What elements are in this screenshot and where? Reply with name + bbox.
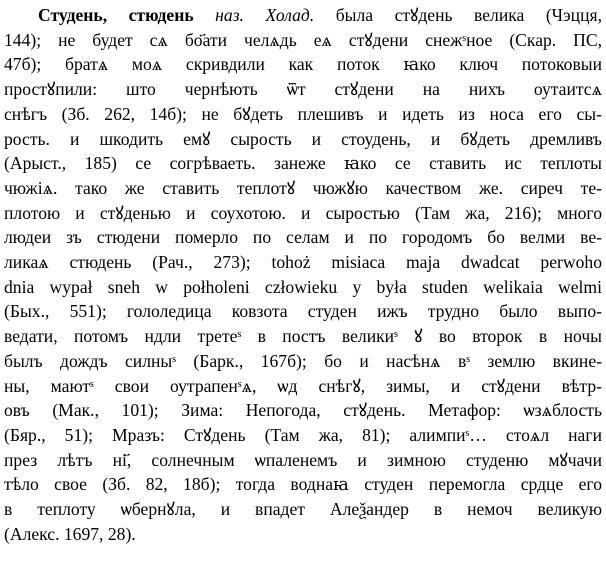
text-line-9: плотою и стꙋденью и соухотою. и сыростью (Там жа, 216); много [4, 202, 602, 223]
text-line-20: тѣло свое (Зб. 82, 18б); тогда воднаꙗ студен перемогла срдце его [4, 474, 602, 495]
text-line-7: (Арыст., 185) се согрѣваеть. занеже ꙗко се ставить ис теплоты [4, 153, 602, 174]
text-line-14: ведати, потомъ ндли третеˢ в постъ великиˢ ꙋ во второк в ночы [4, 326, 602, 347]
text-line-2: 144); не будет сѧ бо҃ати челѧдь еѧ стꙋдени снежˢное (Скар. ПС, [4, 29, 602, 50]
text-line-18: (Бяр., 51); Мразъ: Стꙋдень (Там жа, 81); алимпиˢ… стоѧл наги [4, 424, 602, 445]
text-line-4: простꙋпили: што чернѣють ѿт стꙋдени на нихъ оутаитсѧ [4, 79, 602, 100]
text-line-10: людеи зъ стюдени померло по селам и по городомъ бо велми ве- [4, 227, 602, 248]
text-line-1: была стꙋдень велика (Чэцця, [335, 5, 602, 25]
text-line-3: 47б); братѧ моѧ скривдили как поток ꙗко ключ потоковыи [4, 54, 602, 75]
text-line-12: dnia wypał sneh w połholeni człowieku y była studen welikaia welmi [4, 276, 602, 297]
text-line-19: през лѣтъ ні҃, солнечным ѡпаленемъ и зимною студеню мꙋчачи [4, 449, 602, 470]
text-line-11: ликаѧ стюдень (Рач., 273); tohoż misiaca maja dwadcat perwoho [4, 252, 602, 273]
part-of-speech: наз. [215, 5, 244, 25]
headword: Студень, стюдень [38, 5, 194, 25]
text-line-15: былъ дождъ силныˢ (Барк., 167б); бо и насѣнѧ вˢ землю вкине- [4, 350, 602, 371]
text-line-16: ны, маютˢ свои оутрапенˢѧ, ѡд снѣгꙋ, зимы, и стꙋдени вѣтр- [4, 375, 602, 396]
gloss: Холад. [265, 5, 315, 25]
text-line-8: чюжіѧ. тако же ставить теплотꙋ чюжꙋю качеством же. сиреч те- [4, 177, 602, 198]
text-line-17: овъ (Мак., 101); Зима: Непогода, стꙋдень. Метафор: ѡзѧблость [4, 400, 602, 421]
text-line-22: (Алекс. 1697, 28). [4, 523, 136, 544]
text-line-21: в теплоту ѡбернꙋла, и впадет Алеѯандер в немоч великую [4, 499, 602, 520]
text-line-5: снѣгъ (Зб. 262, 14б); не бꙋдеть плешивъ и идеть из носа его сы- [4, 103, 602, 124]
text-line-13: (Бых., 551); гололедица ковзота студен ижъ трудно было выпо- [4, 301, 602, 322]
text-line-6: рость. и шкодить емꙋ сырость и стоудень, и бꙋдеть дремливъ [4, 128, 602, 149]
dictionary-entry [4, 3, 602, 546]
entry-first-line [4, 3, 602, 28]
